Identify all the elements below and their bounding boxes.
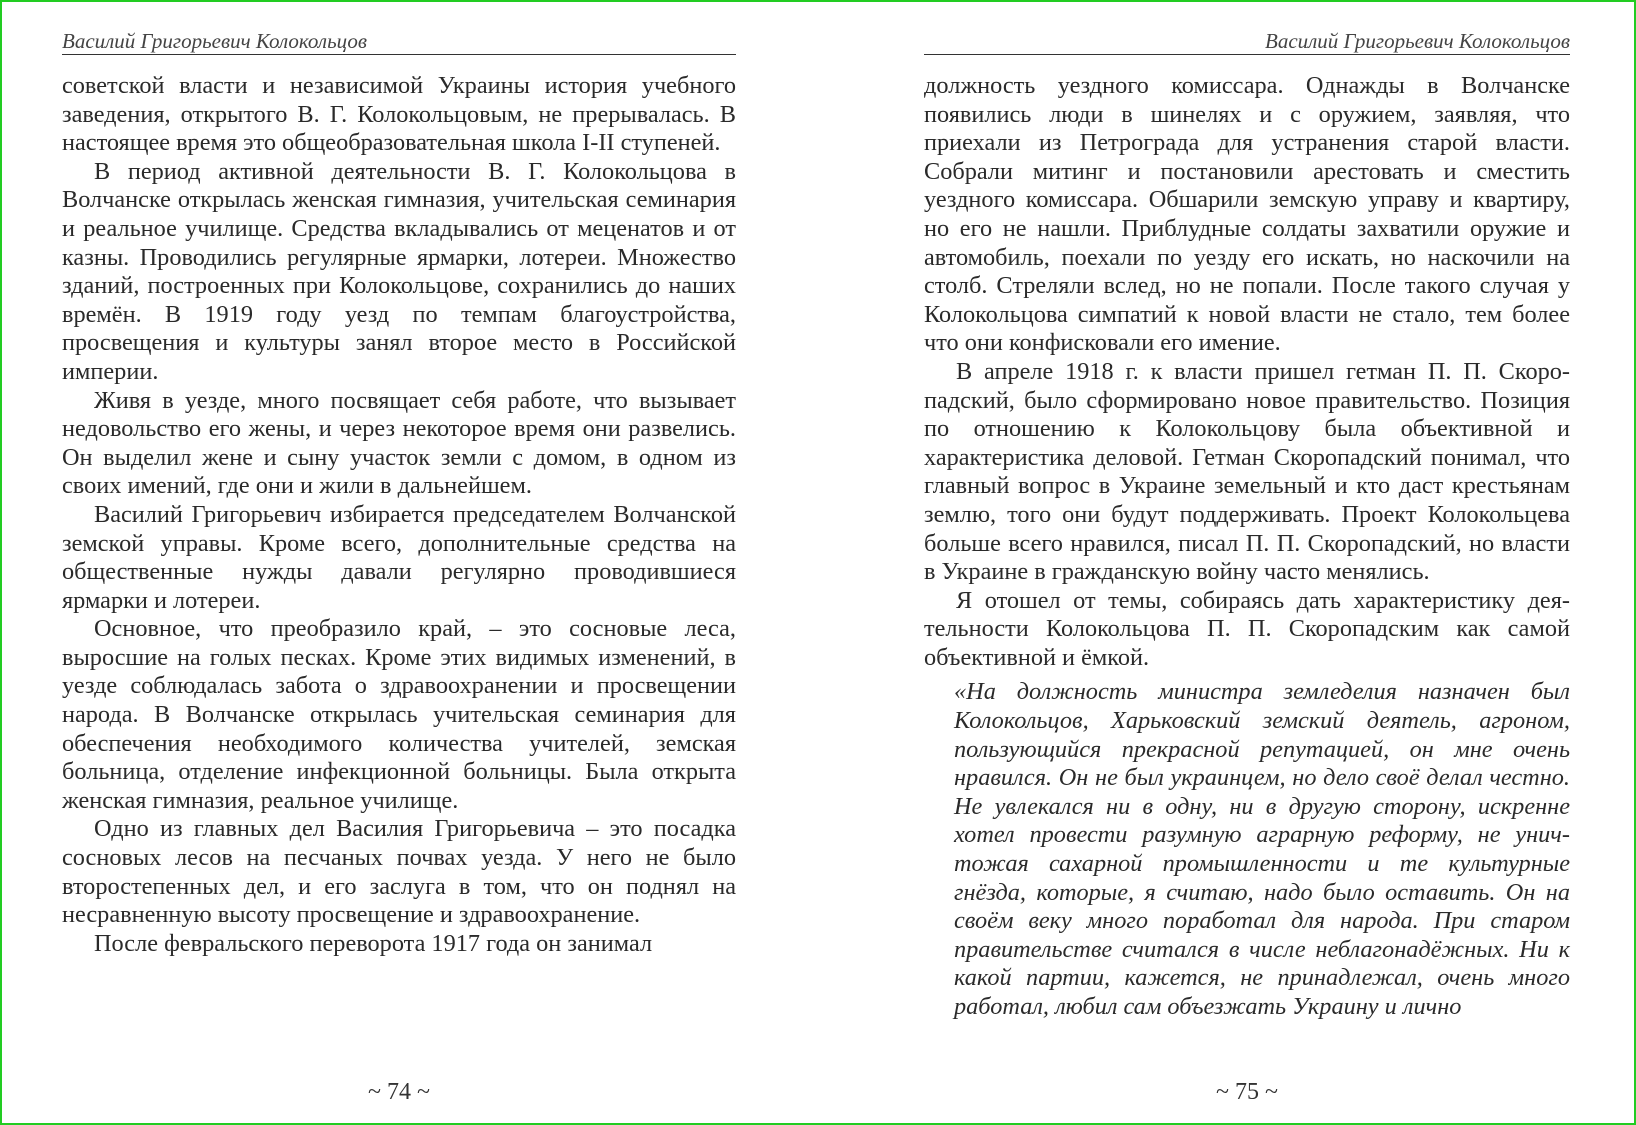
- paragraph: Василий Григорьевич избирается председателем Волчанской земской управы. Кроме всего, дополнительные средства на общественные нужды давали регулярно проводившиеся ярмарки и лотереи.: [62, 500, 736, 614]
- paragraph: Живя в уезде, много посвящает себя работе, что вызывает недовольство его жены, и через некоторое время они развелись. Он выделил жене и сыну участок земли с домом, в одном из своих имений, где они и жили в дальнейшем.: [62, 386, 736, 500]
- paragraph: После февральского переворота 1917 года он занимал: [94, 929, 653, 957]
- right-page-number: ~ 75 ~: [1216, 1079, 1278, 1105]
- paragraph: советской власти и независимой Украины история учебного заведения, открытого В. Г. Колокольцовым, не прерывалась. В настоящее время это общеобразовательная школа I-II ступеней.: [62, 72, 736, 157]
- left-page-number: ~ 74 ~: [368, 1079, 430, 1105]
- left-running-head: Василий Григорьевич Колокольцов: [62, 28, 736, 55]
- paragraph: В апреле 1918 г. к власти пришел гетман П. П. Скоропадский, было сформировано новое правительство. Позиция по отношению к Колокольцову была объективной и характеристика деловой. Гетман Скоропадский понимал, что главный вопрос в Украине земельный и кто даст крестьянам землю, того они будут поддерживать. Проект Колокольцева больше всего нравился, писал П. П. Скоропадский, но власти в Украине в гражданскую войну часто менялись.: [924, 357, 1570, 586]
- paragraph: Основное, что преобразило край, – это сосновые леса, выросшие на голых песках. Кроме этих видимых изменений, в уезде соблюдалась забота о здравоохранении и просвещении народа. В Волчанске открылась учительская семинария для обеспечения необходимого количества учителей, земская больница, отделение инфекционной больницы. Была открыта женская гимназия, реальное училище.: [62, 615, 736, 814]
- left-page-body: [62, 72, 736, 958]
- paragraph: Я отошел от темы, собираясь дать характеристику деятельности Колокольцова П. П. Скоропадским как самой объективной и ёмкой.: [924, 586, 1570, 671]
- right-running-head: Василий Григорьевич Колокольцов: [924, 28, 1570, 55]
- right-page-body: [924, 72, 1570, 1022]
- paragraph: должность уездного комиссара. Однажды в Волчанске появились люди в шинелях и с оружием, заявляя, что приехали из Петрограда для устранения старой власти. Собрали митинг и постановили арестовать и сместить уездного комиссара. Обшарили земскую управу и квартиру, но его не нашли. Приблудные солдаты захватили оружие и автомобиль, поехали по уезду его искать, но наскочили на столб. Стреляли вслед, но не попали. После такого случая у Колокольцова симпатий к новой власти не стало, тем более что они конфисковали его имение.: [924, 72, 1570, 357]
- right-page: [924, 0, 1570, 1125]
- paragraph: Одно из главных дел Василия Григорьевича – это посадка сосновых лесов на песчаных почвах уезда. У него не было второстепенных дел, и его заслуга в том, что он поднял на несравненную высоту просвещение и здравоохранение.: [62, 815, 736, 929]
- left-page: [62, 0, 736, 1125]
- block-quote: «На должность министра земледелия назначен был Колокольцов, Харьковский земский деятель, агроном, пользующийся прекрасной репутацией, он мне очень нравился. Он не был украинцем, но дело своё делал честно. Не увлекался ни в одну, ни в другую сторону, искренне хотел провести разумную аграрную реформу, не уничтожая сахарной промышленности и те культурные гнёзда, которые, я считаю, надо было оставить. Он на своём веку много поработал для народа. При старом правительстве считался в числе неблагонадёжных. Ни к какой партии, кажется, не принадлежал, очень много работал, любил сам объезжать Украину и лично: [954, 678, 1570, 1020]
- paragraph: В период активной деятельности В. Г. Колокольцова в Волчанске открылась женская гимназия, учительская семинария и реальное училище. Средства вкладывались от меценатов и от казны. Проводились регулярные ярмарки, лотереи. Множество зданий, построенных при Колокольцове, сохранились до наших времён. В 1919 году уезд по темпам благоустройства, просвещения и культуры занял второе место в Российской империи.: [62, 157, 736, 385]
